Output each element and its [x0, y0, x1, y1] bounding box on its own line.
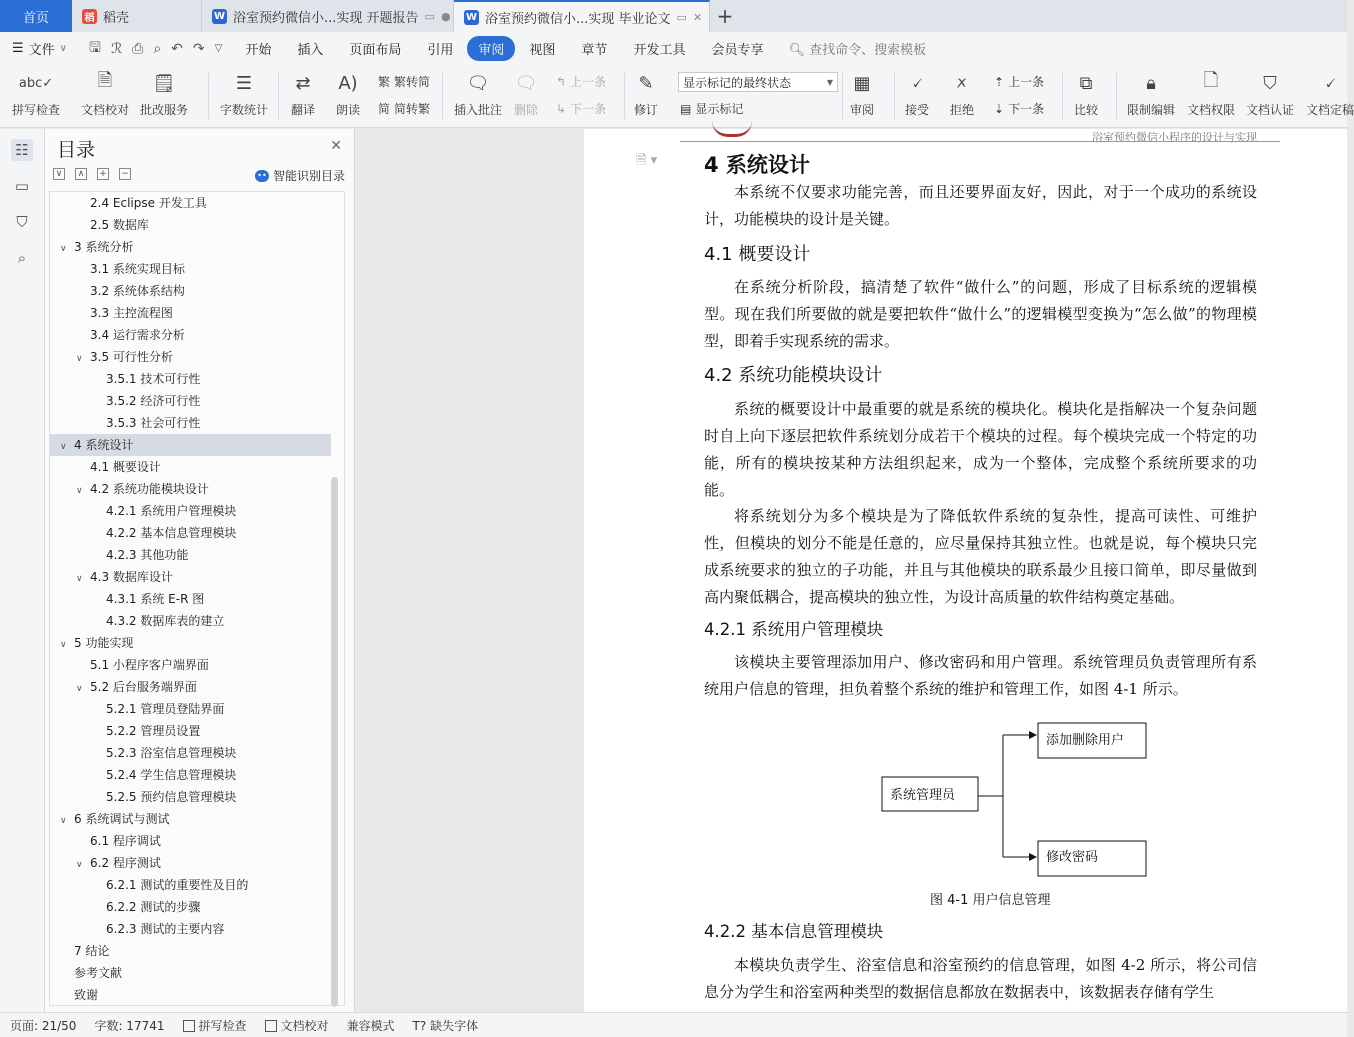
finalize-icon: 🗸 [1323, 72, 1337, 94]
prev-comment-button[interactable] [556, 73, 606, 90]
review-pane-label: 审阅 [849, 103, 874, 117]
correction-service-button[interactable] [140, 69, 188, 118]
toc-item-label: 6.2.3 测试的主要内容 [106, 922, 225, 936]
read-aloud-icon: A) [338, 72, 358, 94]
toc-item-label: 6.2.2 测试的步骤 [106, 900, 201, 914]
reject-label: 拒绝 [949, 103, 974, 117]
paragraph-intro[interactable]: 本系统不仅要求功能完善，而且还要界面友好，因此，对于一个成功的系统设计，功能模块的设计是关键。 [704, 183, 1257, 228]
status-bar [0, 1012, 1347, 1037]
doc-finalize-button[interactable] [1306, 69, 1354, 118]
ribbon-separator [842, 73, 843, 119]
print-preview-icon[interactable]: ⌕ [153, 40, 162, 57]
spell-check-button[interactable] [12, 69, 60, 118]
tab-label: 浴室预约微信小...实现 开题报告 [233, 10, 419, 26]
toc-item-label: 4.2.2 基本信息管理模块 [106, 526, 237, 540]
toc-item[interactable] [50, 390, 331, 412]
chevron-down-icon[interactable]: ∨ [60, 442, 67, 452]
trad-to-simp-label: 繁转简 [394, 75, 431, 89]
toc-item[interactable] [50, 830, 331, 852]
trad-to-simp-button[interactable] [378, 73, 430, 90]
lock-doc-icon: 🔒︎ [1146, 72, 1156, 94]
toc-list [49, 191, 345, 1006]
toc-item-label: 5.2.4 学生信息管理模块 [106, 768, 237, 782]
compare-label: 比较 [1073, 103, 1098, 117]
prev-change-icon: ⇡ [994, 74, 1005, 89]
toc-item[interactable] [50, 324, 331, 346]
show-markup-button[interactable] [680, 100, 743, 117]
reject-icon: 🗴 [955, 72, 969, 94]
chevron-down-icon[interactable]: ∨ [60, 244, 67, 254]
format-painter-icon[interactable]: ℛ [110, 40, 123, 57]
heading-4-2-2[interactable]: 4.2.2 基本信息管理模块 [704, 922, 884, 941]
toc-item[interactable] [50, 214, 331, 236]
word-count-button[interactable] [220, 69, 268, 118]
shield-icon: ⛉ [1263, 72, 1277, 94]
review-ribbon [0, 65, 1354, 128]
window-icon[interactable]: ▭ [424, 9, 435, 23]
toc-item-label: 4.3.2 数据库表的建立 [106, 614, 225, 628]
ribbon-separator [278, 73, 279, 119]
school-logo-fragment [712, 121, 752, 137]
smart-toc-button[interactable] [255, 167, 345, 184]
toc-item[interactable] [50, 456, 331, 478]
print-icon[interactable]: ⎙ [132, 40, 144, 57]
search-icon: 🔍︎ [788, 43, 805, 58]
simp-to-trad-label: 简转繁 [394, 102, 431, 116]
check-icon [183, 1020, 195, 1032]
toc-item[interactable] [50, 368, 331, 390]
nav-pane-strip [0, 129, 45, 1012]
tab-bar [0, 0, 1347, 32]
toc-item[interactable] [50, 896, 331, 918]
toc-item-label: 3.5.1 技术可行性 [106, 372, 201, 386]
read-aloud-button[interactable] [334, 69, 362, 118]
translate-label: 翻译 [290, 103, 315, 117]
word-count-label: 字数统计 [220, 103, 269, 117]
user-management-diagram [880, 721, 1160, 881]
proofread-icon [265, 1020, 277, 1032]
insert-comment-button[interactable] [454, 69, 502, 118]
toc-item-label: 2.5 数据库 [90, 218, 149, 232]
word-count-indicator[interactable]: 字数: 17741 [94, 1018, 165, 1033]
tab-label: 浴室预约微信小...实现 毕业论文 [485, 11, 671, 27]
toc-item[interactable] [50, 478, 331, 500]
spell-check-status-label: 拼写检查 [198, 1018, 247, 1033]
header-rule [680, 141, 1280, 142]
command-search[interactable] [776, 39, 926, 58]
doc-proofread-status-label: 文档校对 [280, 1018, 329, 1033]
toc-item-label: 5 功能实现 [74, 636, 134, 650]
missing-font-icon: T? [412, 1018, 427, 1033]
tab-proposal[interactable] [202, 0, 454, 32]
toc-item[interactable] [50, 192, 331, 214]
tab-thesis[interactable] [454, 0, 710, 32]
chevron-down-icon[interactable]: ∨ [76, 574, 83, 584]
root-label: 系统管理员 [890, 788, 956, 803]
doc-cert-label: 文档认证 [1246, 103, 1295, 117]
next-change-icon: ⇣ [994, 101, 1005, 116]
doc-cert-button[interactable] [1246, 69, 1294, 118]
word-count-icon: ☰ [235, 72, 253, 94]
chevron-down-icon[interactable]: ∨ [76, 860, 83, 870]
toc-item-label: 6 系统调试与测试 [74, 812, 170, 826]
next-comment-button[interactable] [556, 100, 606, 117]
file-menu-label: 文件 [28, 43, 55, 58]
comment-add-icon: 🗨 [466, 72, 490, 94]
compat-mode[interactable]: 兼容模式 [346, 1018, 395, 1033]
menu-developer[interactable]: 开发工具 [633, 43, 686, 58]
doc-finalize-label: 文档定稿 [1306, 103, 1354, 117]
permission-icon: 🗋 [1203, 70, 1219, 91]
paragraph-4-2a[interactable]: 系统的概要设计中最重要的就是系统的模块化。模块化是指解决一个复杂问题时自上向下逐层把软件系统划分成若干个模块的过程。每个模块完成一个特定的功能，所有的模块按某种方法组织起来，成为一个整体，完成整个系统所要求的功能。 [704, 400, 1257, 499]
prev-comment-label: 上一条 [570, 75, 607, 89]
menu-page-layout[interactable]: 页面布局 [349, 43, 402, 58]
restrict-editing-button[interactable] [1127, 69, 1175, 118]
add-heading-icon[interactable]: + [97, 168, 109, 180]
track-changes-icon: ✎ [638, 72, 654, 94]
compare-icon: ⧉ [1079, 72, 1093, 94]
doc-permission-label: 文档权限 [1187, 103, 1236, 117]
next-comment-icon: ↳ [556, 101, 567, 116]
heading-4-2-1[interactable]: 4.2.1 系统用户管理模块 [704, 620, 884, 639]
paragraph-layout-icon[interactable]: 🗎 ▾ [636, 153, 658, 168]
prev-change-button[interactable] [994, 73, 1044, 90]
toc-controls [53, 168, 131, 180]
toc-item[interactable] [50, 852, 331, 874]
paragraph-4-2-2[interactable]: 本模块负责学生、浴室信息和浴室预约的信息管理，如图 4-2 所示，将公司信息分为学生和浴室两种类型的数据信息都放在数据表中，该数据表存储有学生 [704, 956, 1257, 1001]
toc-item[interactable] [50, 610, 331, 632]
redo-icon[interactable]: ↷ [192, 40, 205, 57]
ribbon-separator [894, 73, 895, 119]
toc-title: 目录 [57, 139, 96, 161]
toc-item[interactable] [50, 544, 331, 566]
toc-item[interactable] [50, 412, 331, 434]
prev-change-label: 上一条 [1008, 75, 1045, 89]
toc-item-label: 6.2.1 测试的重要性及目的 [106, 878, 249, 892]
menu-insert[interactable]: 插入 [297, 43, 324, 58]
doc-permission-button[interactable] [1187, 69, 1235, 118]
delete-comment-label: 删除 [513, 103, 538, 117]
spell-check-status[interactable] [183, 1017, 247, 1034]
window-icon[interactable]: ▭ [676, 10, 687, 24]
toc-item-label: 5.1 小程序客户端界面 [90, 658, 209, 672]
toc-item-label: 3.5.3 社会可行性 [106, 416, 201, 430]
toc-item[interactable] [50, 346, 331, 368]
customize-icon[interactable]: ▽ [214, 43, 223, 54]
toc-item[interactable] [50, 280, 331, 302]
undo-icon[interactable]: ↶ [171, 40, 183, 57]
paragraph-4-1[interactable]: 在系统分析阶段，搞清楚了软件“做什么”的问题，形成了目标系统的逻辑模型。现在我们所要做的就是要把软件“做什么”的逻辑模型变换为“怎么做”的物理模型，即着手实现系统的需求。 [704, 278, 1257, 350]
toc-item-label: 4.3.1 系统 E-R 图 [106, 592, 205, 606]
remove-heading-icon[interactable]: − [119, 168, 131, 180]
reject-button[interactable] [948, 69, 976, 118]
toc-item-label: 3.1 系统实现目标 [90, 262, 185, 276]
accept-icon: 🗸 [910, 72, 924, 94]
prev-comment-icon: ↰ [556, 74, 567, 89]
search-icon[interactable]: ⌕ [17, 249, 27, 267]
chapter-nav-icon[interactable]: ▭ [14, 177, 30, 195]
toc-item-label: 3.4 运行需求分析 [90, 328, 185, 342]
toc-item-label: 5.2.2 管理员设置 [106, 724, 201, 738]
restrict-editing-label: 限制编辑 [1127, 103, 1176, 117]
missing-font-label: 缺失字体 [430, 1018, 479, 1033]
page-gutter [356, 129, 584, 1012]
toc-item-label: 3.5 可行性分析 [90, 350, 173, 364]
accept-button[interactable] [903, 69, 931, 118]
ribbon-separator [624, 73, 625, 119]
toc-item[interactable] [50, 434, 331, 456]
wps-writer-icon: W [465, 11, 478, 23]
toc-item-label: 4.2.1 系统用户管理模块 [106, 504, 237, 518]
doc-proofread-status[interactable] [265, 1017, 329, 1034]
toc-item-label: 6.1 程序调试 [90, 834, 161, 848]
toc-item[interactable] [50, 654, 331, 676]
menu-member[interactable]: 会员专享 [711, 43, 764, 58]
toc-panel [45, 129, 355, 1012]
save-icon[interactable]: 🖫 [89, 39, 101, 56]
close-icon[interactable]: ✕ [692, 10, 703, 24]
toc-item[interactable] [50, 236, 331, 258]
menu-bar [0, 32, 1347, 65]
quick-access [79, 37, 232, 61]
chevron-down-icon[interactable]: ∨ [76, 684, 83, 694]
trad-simp-icon: 繁 [378, 75, 391, 89]
toc-icon[interactable]: ☷ [11, 139, 33, 161]
figure-caption: 图 4-1 用户信息管理 [930, 893, 1051, 908]
file-menu[interactable] [0, 39, 79, 58]
tab-label: 稻壳 [103, 10, 130, 26]
toc-item-label: 4.2 系统功能模块设计 [90, 482, 209, 496]
read-aloud-label: 朗读 [335, 103, 360, 117]
toc-item-label: 5.2 后台服务端界面 [90, 680, 197, 694]
tab-home[interactable]: 首页 [0, 0, 72, 32]
compare-button[interactable] [1072, 69, 1100, 118]
daoke-icon: 稻 [82, 9, 97, 24]
toc-item[interactable] [50, 918, 331, 940]
toc-item-label: 5.2.3 浴室信息管理模块 [106, 746, 237, 760]
chevron-down-icon[interactable]: ∨ [60, 816, 67, 826]
menu-references[interactable]: 引用 [427, 43, 454, 58]
doc-proofread-button[interactable] [81, 69, 129, 118]
toc-item-label: 4.2.3 其他功能 [106, 548, 189, 562]
chevron-down-icon[interactable]: ∨ [76, 486, 83, 496]
markup-state-select[interactable] [678, 72, 838, 92]
ribbon-separator [1116, 73, 1117, 119]
correction-service-label: 批改服务 [140, 103, 189, 117]
show-markup-label: 显示标记 [695, 102, 744, 116]
toc-item[interactable] [50, 786, 331, 808]
translate-icon: ⇄ [295, 72, 311, 94]
toc-item[interactable] [50, 764, 331, 786]
child1-label: 添加删除用户 [1046, 733, 1125, 748]
toc-item-label: 3.5.2 经济可行性 [106, 394, 201, 408]
toc-item-label: 2.4 Eclipse 开发工具 [90, 196, 207, 210]
toc-item-label: 3.2 系统体系结构 [90, 284, 185, 298]
toc-item[interactable] [50, 984, 331, 1006]
dropdown-arrow-icon: ▼ [826, 77, 833, 87]
next-comment-label: 下一条 [570, 102, 607, 116]
toc-item[interactable] [50, 258, 331, 280]
toc-item[interactable] [50, 874, 331, 896]
toc-item[interactable] [50, 940, 331, 962]
menu-review[interactable]: 审阅 [467, 36, 515, 61]
hamburger-icon: ☰ [12, 41, 24, 56]
toc-item[interactable] [50, 742, 331, 764]
toc-item-label: 4.1 概要设计 [90, 460, 161, 474]
menu-home[interactable]: 开始 [245, 43, 272, 58]
show-markup-icon: ▤ [680, 101, 692, 116]
chevron-down-icon[interactable]: ∨ [60, 640, 67, 650]
missing-font-status[interactable] [413, 1017, 479, 1034]
comment-delete-icon: 🗨 [514, 72, 538, 94]
toc-item-label: 3 系统分析 [74, 240, 134, 254]
proofread-icon: 🗎 [97, 70, 113, 91]
dot-icon[interactable]: ● [440, 9, 451, 23]
child2-label: 修改密码 [1046, 850, 1099, 865]
heading-4[interactable]: 4 系统设计 [704, 153, 810, 177]
chevron-down-icon[interactable]: ∨ [76, 354, 83, 364]
review-pane-icon: ▦ [853, 72, 871, 94]
ribbon-separator [208, 73, 209, 119]
toc-item-label: 4 系统设计 [74, 438, 134, 452]
toc-item-label: 3.3 主控流程图 [90, 306, 173, 320]
ribbon-separator [1062, 73, 1063, 119]
next-change-label: 下一条 [1008, 102, 1045, 116]
menu-view[interactable]: 视图 [529, 43, 556, 58]
document-page [584, 129, 1347, 1012]
toc-item[interactable] [50, 808, 331, 830]
toc-item-label: 4.3 数据库设计 [90, 570, 173, 584]
toc-item-label: 参考文献 [74, 966, 123, 980]
toc-item-label: 6.2 程序测试 [90, 856, 161, 870]
track-changes-button[interactable] [632, 69, 660, 118]
heading-4-2[interactable]: 4.2 系统功能模块设计 [704, 365, 883, 386]
bookmark-icon[interactable]: ⛉ [16, 213, 28, 231]
toc-scrollbar[interactable] [331, 477, 338, 1007]
simp-trad-icon: 简 [378, 102, 391, 116]
ribbon-separator [442, 73, 443, 119]
correction-icon: 🗒 [152, 72, 176, 94]
toc-item[interactable] [50, 588, 331, 610]
toc-item-label: 5.2.5 预约信息管理模块 [106, 790, 237, 804]
markup-state-value: 显示标记的最终状态 [683, 75, 792, 90]
toc-item[interactable] [50, 500, 331, 522]
delete-comment-button[interactable] [512, 69, 540, 118]
insert-comment-label: 插入批注 [454, 103, 503, 117]
translate-button[interactable] [289, 69, 317, 118]
toc-item[interactable] [50, 962, 331, 984]
expand-all-icon[interactable]: ∧ [75, 168, 87, 180]
tab-daoke[interactable] [72, 0, 202, 32]
ai-bubble-icon: •• [255, 170, 269, 182]
doc-proofread-label: 文档校对 [81, 103, 130, 117]
toc-item-label: 致谢 [74, 988, 99, 1002]
accept-label: 接受 [904, 103, 929, 117]
smart-toc-label: 智能识别目录 [272, 169, 345, 183]
track-changes-label: 修订 [633, 103, 658, 117]
command-search-text: 查找命令、搜索模板 [809, 43, 927, 58]
wps-writer-icon: W [213, 10, 226, 22]
toc-item-label: 5.2.1 管理员登陆界面 [106, 702, 225, 716]
paragraph-4-2b[interactable]: 将系统划分为多个模块是为了降低软件系统的复杂性，提高可读性、可维护性，但模块的划分不能是任意的，应尽量保持其独立性。也就是说，每个模块只完成系统要求的独立的子功能，并且与其他模块的联系最少且接口简单，即尽量做到高内聚低耦合，提高模块的独立性，为设计高质量的软件结构奠定基础。 [704, 507, 1257, 606]
page-header-text: 浴室预约微信小程序的设计与实现 [1092, 131, 1257, 144]
toc-item[interactable] [50, 566, 331, 588]
close-icon[interactable]: ✕ [330, 138, 342, 154]
toc-item[interactable] [50, 632, 331, 654]
toc-item[interactable] [50, 676, 331, 698]
new-tab-button[interactable]: + [716, 4, 734, 28]
toc-item[interactable] [50, 720, 331, 742]
spell-check-label: 拼写检查 [12, 103, 61, 117]
paragraph-4-2-1[interactable]: 该模块主要管理添加用户、修改密码和用户管理。系统管理员负责管理所有系统用户信息的管理，担负着整个系统的维护和管理工作，如图 4-1 所示。 [704, 653, 1257, 698]
chevron-down-icon: ∨ [59, 43, 67, 54]
next-change-button[interactable] [994, 100, 1044, 117]
simp-to-trad-button[interactable] [378, 100, 430, 117]
heading-4-1[interactable]: 4.1 概要设计 [704, 244, 811, 265]
toc-item[interactable] [50, 698, 331, 720]
page-indicator[interactable]: 页面: 21/50 [10, 1018, 77, 1033]
collapse-all-icon[interactable]: ∨ [53, 168, 65, 180]
spell-check-icon: abc✓ [18, 75, 54, 91]
review-pane-button[interactable] [848, 69, 876, 118]
toc-item[interactable] [50, 302, 331, 324]
toc-item-label: 7 结论 [74, 944, 110, 958]
menu-chapter[interactable]: 章节 [581, 43, 608, 58]
toc-item[interactable] [50, 522, 331, 544]
